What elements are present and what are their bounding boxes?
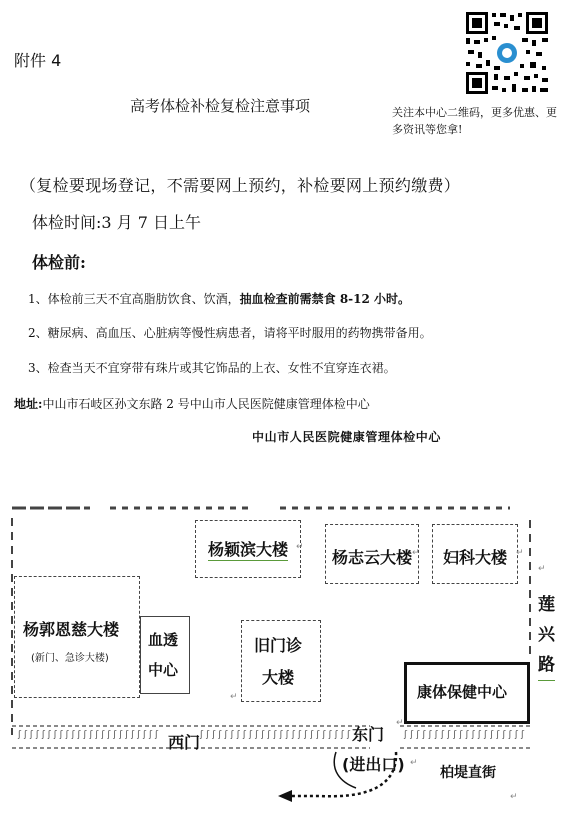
return-mark: ↵ bbox=[510, 792, 518, 802]
qr-code bbox=[464, 10, 550, 96]
building-label: 杨颖滨大楼 bbox=[208, 537, 288, 561]
yang-zhi-yun-building bbox=[325, 524, 419, 584]
bai-di-street-label: 柏堤直街 bbox=[440, 765, 496, 781]
return-mark: ↵ bbox=[538, 564, 546, 574]
road-char: 兴 bbox=[538, 625, 555, 645]
gynecology-building bbox=[432, 524, 518, 584]
item-text: 2、糖尿病、高血压、心脏病等慢性病患者，请将平时服用的药物携带备用。 bbox=[28, 326, 432, 340]
west-gate-label: 西门 bbox=[168, 733, 201, 752]
item-bold-text: 抽血检查前需禁食 8-12 小时。 bbox=[239, 292, 411, 306]
building-sublabel: (新门、急诊大楼) bbox=[31, 653, 109, 664]
old-outpatient-building bbox=[241, 620, 321, 702]
building-label: 大楼 bbox=[262, 668, 295, 687]
building-label: 血透 bbox=[148, 631, 179, 649]
return-mark: ↵ bbox=[516, 548, 524, 558]
item-text: 3、检查当天不宜穿带有珠片或其它饰品的上衣、女性不宜穿连衣裙。 bbox=[28, 361, 396, 375]
lian-xing-road-label bbox=[538, 590, 555, 681]
health-check-center bbox=[404, 662, 530, 724]
address-text: 中山市石岐区孙文东路 2 号中山市人民医院健康管理体检中心 bbox=[42, 397, 370, 411]
item-text: 1、体检前三天不宜高脂肪饮食、饮酒， bbox=[28, 292, 240, 306]
east-gate-label: 东门 bbox=[352, 725, 385, 744]
address bbox=[14, 395, 370, 412]
list-item bbox=[28, 359, 396, 376]
notice: （复检要现场登记，不需要网上预约，补检要网上预约缴费） bbox=[20, 176, 461, 195]
building-label: 中心 bbox=[148, 661, 179, 679]
attachment-label: 附件 4 bbox=[14, 51, 62, 70]
road-char: 莲 bbox=[538, 595, 555, 615]
building-label: 妇科大楼 bbox=[443, 548, 508, 567]
road-char: 路 bbox=[538, 650, 555, 681]
page-title: 高考体检补检复检注意事项 bbox=[130, 97, 311, 115]
yang-ying-bin-building bbox=[195, 520, 301, 578]
svg-text:ʃʃʃʃʃʃʃʃʃʃʃʃʃʃʃʃʃʃʃʃʃʃʃʃ: ʃʃʃʃʃʃʃʃʃʃʃʃʃʃʃʃʃʃʃʃʃʃʃʃ bbox=[18, 730, 158, 740]
return-mark: ↵ bbox=[410, 758, 418, 768]
dialysis-center bbox=[140, 616, 190, 694]
qr-caption: 关注本中心二维码，更多优惠、更多资讯等您拿! bbox=[392, 106, 557, 136]
svg-text:ʃʃʃʃʃʃʃʃʃʃʃʃʃʃʃʃʃʃʃʃʃʃʃʃʃ: ʃʃʃʃʃʃʃʃʃʃʃʃʃʃʃʃʃʃʃʃʃʃʃʃʃ bbox=[200, 730, 350, 740]
campus-map bbox=[0, 490, 582, 821]
yang-guo-en-ci-building bbox=[14, 576, 140, 698]
building-label: 杨郭恩慈大楼 bbox=[23, 620, 120, 639]
return-mark: ↵ bbox=[396, 718, 404, 728]
return-mark: ↵ bbox=[230, 692, 238, 702]
return-mark: ↵ bbox=[412, 548, 420, 558]
building-label: 康体保健中心 bbox=[417, 683, 508, 701]
building-label: 杨志云大楼 bbox=[332, 548, 413, 567]
list-item bbox=[28, 290, 410, 307]
exam-time: 体检时间:3 月 7 日上午 bbox=[32, 213, 202, 232]
return-mark: ↵ bbox=[296, 542, 304, 552]
list-item bbox=[28, 324, 432, 341]
svg-text:ʃʃʃʃʃʃʃʃʃʃʃʃʃʃʃʃʃʃʃʃ: ʃʃʃʃʃʃʃʃʃʃʃʃʃʃʃʃʃʃʃʃ bbox=[404, 730, 524, 740]
building-label: 旧门诊 bbox=[254, 636, 303, 655]
address-label: 地址: bbox=[14, 397, 43, 411]
before-exam-heading: 体检前: bbox=[32, 253, 86, 272]
east-gate-entrance-label: (进出口) bbox=[342, 755, 405, 774]
footer-organization: 中山市人民医院健康管理体检中心 bbox=[252, 430, 442, 444]
